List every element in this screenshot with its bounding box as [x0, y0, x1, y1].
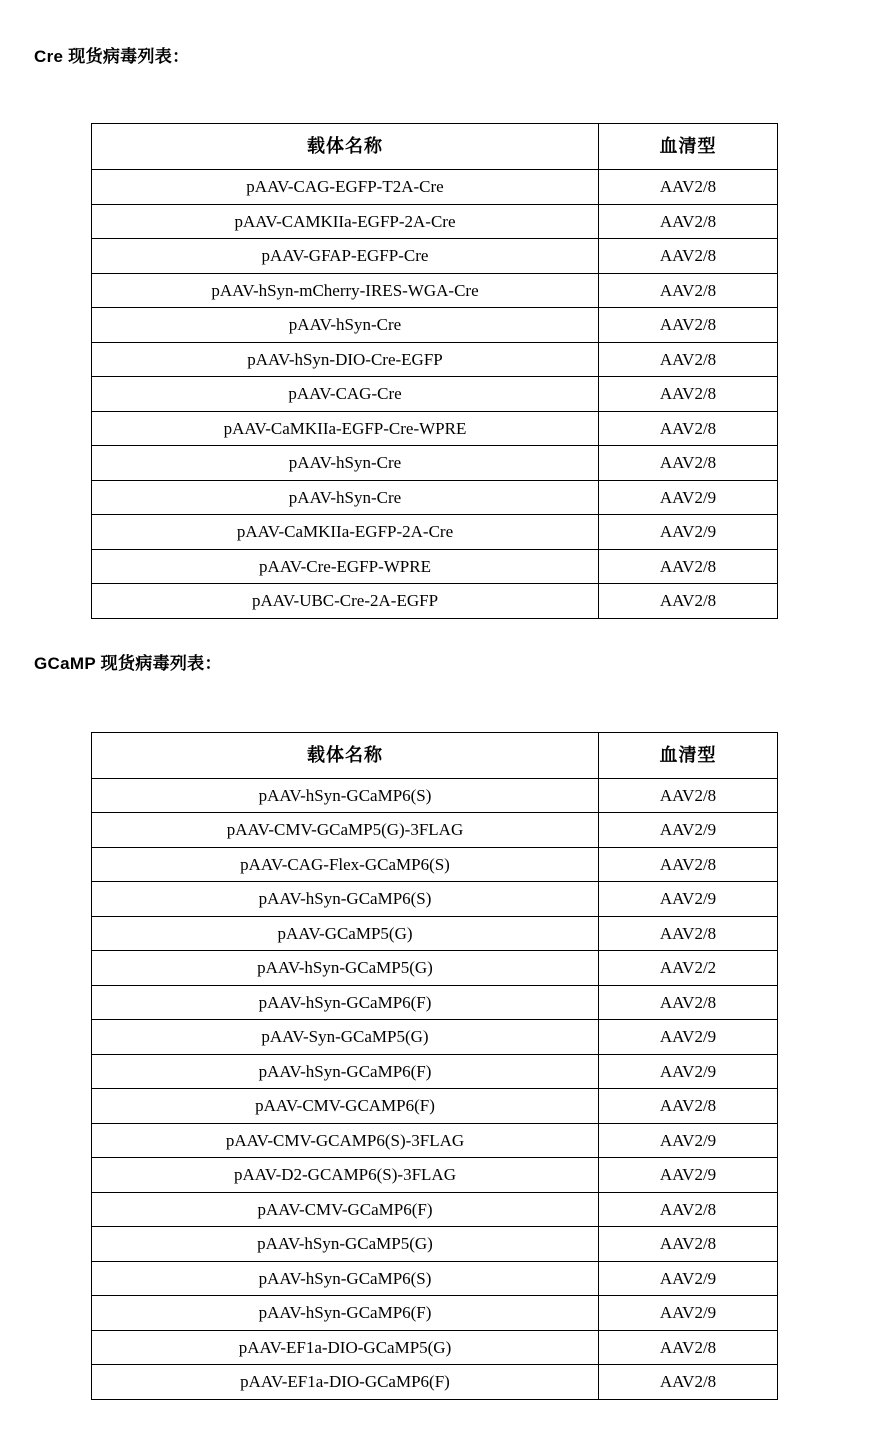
cell-serotype: AAV2/8 — [599, 847, 778, 882]
cell-vector-name: pAAV-GFAP-EGFP-Cre — [92, 239, 599, 274]
cell-vector-name: pAAV-hSyn-GCaMP6(F) — [92, 985, 599, 1020]
cell-serotype: AAV2/8 — [599, 1330, 778, 1365]
table-row — [92, 342, 778, 377]
cell-vector-name: pAAV-hSyn-GCaMP5(G) — [92, 1227, 599, 1262]
table-row — [92, 273, 778, 308]
cell-vector-name: pAAV-CaMKIIa-EGFP-2A-Cre — [92, 515, 599, 550]
cell-serotype: AAV2/9 — [599, 480, 778, 515]
cell-serotype: AAV2/8 — [599, 549, 778, 584]
cell-serotype: AAV2/8 — [599, 916, 778, 951]
cell-serotype: AAV2/8 — [599, 1365, 778, 1400]
cre-table-body — [92, 170, 778, 619]
cell-serotype: AAV2/8 — [599, 377, 778, 412]
table-row — [92, 882, 778, 917]
table-row — [92, 549, 778, 584]
gcamp-table-body — [92, 778, 778, 1399]
cell-vector-name: pAAV-hSyn-mCherry-IRES-WGA-Cre — [92, 273, 599, 308]
cell-vector-name: pAAV-hSyn-DIO-Cre-EGFP — [92, 342, 599, 377]
cell-vector-name: pAAV-CMV-GCAMP6(S)-3FLAG — [92, 1123, 599, 1158]
cell-serotype: AAV2/8 — [599, 170, 778, 205]
cell-vector-name: pAAV-GCaMP5(G) — [92, 916, 599, 951]
table-row — [92, 1158, 778, 1193]
table-row — [92, 1296, 778, 1331]
cell-serotype: AAV2/8 — [599, 778, 778, 813]
cell-vector-name: pAAV-CAG-Cre — [92, 377, 599, 412]
cell-vector-name: pAAV-hSyn-GCaMP6(S) — [92, 778, 599, 813]
column-header-serotype: 血清型 — [599, 732, 778, 778]
cell-vector-name: pAAV-CAG-EGFP-T2A-Cre — [92, 170, 599, 205]
table-row — [92, 480, 778, 515]
cell-serotype: AAV2/8 — [599, 273, 778, 308]
table-row — [92, 916, 778, 951]
cell-serotype: AAV2/9 — [599, 1054, 778, 1089]
gcamp-virus-table — [91, 732, 778, 1400]
cell-vector-name: pAAV-hSyn-Cre — [92, 308, 599, 343]
cell-serotype: AAV2/8 — [599, 1227, 778, 1262]
table-header-row — [92, 124, 778, 170]
cell-serotype: AAV2/2 — [599, 951, 778, 986]
cell-vector-name: pAAV-D2-GCAMP6(S)-3FLAG — [92, 1158, 599, 1193]
cell-vector-name: pAAV-hSyn-GCaMP6(S) — [92, 882, 599, 917]
cell-serotype: AAV2/9 — [599, 1296, 778, 1331]
cell-vector-name: pAAV-UBC-Cre-2A-EGFP — [92, 584, 599, 619]
cell-serotype: AAV2/8 — [599, 239, 778, 274]
gcamp-table-wrapper — [34, 674, 835, 1400]
cell-vector-name: pAAV-hSyn-GCaMP6(F) — [92, 1296, 599, 1331]
section-spacer — [34, 619, 835, 623]
table-row — [92, 1089, 778, 1124]
cell-serotype: AAV2/9 — [599, 813, 778, 848]
table-row — [92, 204, 778, 239]
table-row — [92, 1020, 778, 1055]
table-row — [92, 584, 778, 619]
table-row — [92, 778, 778, 813]
table-row — [92, 308, 778, 343]
cell-serotype: AAV2/8 — [599, 308, 778, 343]
cell-serotype: AAV2/9 — [599, 515, 778, 550]
column-header-vector-name: 载体名称 — [92, 124, 599, 170]
cell-serotype: AAV2/8 — [599, 1089, 778, 1124]
cell-vector-name: pAAV-EF1a-DIO-GCaMP6(F) — [92, 1365, 599, 1400]
cre-virus-table — [91, 123, 778, 619]
table-row — [92, 377, 778, 412]
cell-vector-name: pAAV-CAMKIIa-EGFP-2A-Cre — [92, 204, 599, 239]
column-header-serotype: 血清型 — [599, 124, 778, 170]
table-row — [92, 985, 778, 1020]
table-header-row — [92, 732, 778, 778]
table-row — [92, 1365, 778, 1400]
cell-serotype: AAV2/9 — [599, 882, 778, 917]
cell-serotype: AAV2/8 — [599, 446, 778, 481]
cell-vector-name: pAAV-hSyn-Cre — [92, 480, 599, 515]
cell-vector-name: pAAV-hSyn-GCaMP6(S) — [92, 1261, 599, 1296]
cell-vector-name: pAAV-CMV-GCAMP6(F) — [92, 1089, 599, 1124]
table-row — [92, 1330, 778, 1365]
table-row — [92, 515, 778, 550]
table-row — [92, 951, 778, 986]
cell-serotype: AAV2/8 — [599, 1192, 778, 1227]
table-row — [92, 1192, 778, 1227]
table-row — [92, 1227, 778, 1262]
cell-serotype: AAV2/8 — [599, 204, 778, 239]
cell-vector-name: pAAV-CaMKIIa-EGFP-Cre-WPRE — [92, 411, 599, 446]
cell-serotype: AAV2/8 — [599, 985, 778, 1020]
cell-serotype: AAV2/9 — [599, 1261, 778, 1296]
cell-serotype: AAV2/9 — [599, 1123, 778, 1158]
cell-vector-name: pAAV-CMV-GCaMP5(G)-3FLAG — [92, 813, 599, 848]
cell-vector-name: pAAV-hSyn-Cre — [92, 446, 599, 481]
cell-serotype: AAV2/8 — [599, 411, 778, 446]
cell-serotype: AAV2/9 — [599, 1158, 778, 1193]
table-row — [92, 446, 778, 481]
table-row — [92, 239, 778, 274]
cell-vector-name: pAAV-CMV-GCaMP6(F) — [92, 1192, 599, 1227]
table-row — [92, 170, 778, 205]
table-row — [92, 1261, 778, 1296]
table-row — [92, 1054, 778, 1089]
cell-serotype: AAV2/8 — [599, 342, 778, 377]
table-row — [92, 411, 778, 446]
cell-vector-name: pAAV-hSyn-GCaMP6(F) — [92, 1054, 599, 1089]
cell-serotype: AAV2/8 — [599, 584, 778, 619]
table-row — [92, 813, 778, 848]
cell-vector-name: pAAV-Cre-EGFP-WPRE — [92, 549, 599, 584]
cre-table-wrapper — [34, 67, 835, 619]
table-row — [92, 847, 778, 882]
cell-vector-name: pAAV-CAG-Flex-GCaMP6(S) — [92, 847, 599, 882]
cell-vector-name: pAAV-hSyn-GCaMP5(G) — [92, 951, 599, 986]
column-header-vector-name: 载体名称 — [92, 732, 599, 778]
table-row — [92, 1123, 778, 1158]
cell-vector-name: pAAV-Syn-GCaMP5(G) — [92, 1020, 599, 1055]
cell-serotype: AAV2/9 — [599, 1020, 778, 1055]
cell-vector-name: pAAV-EF1a-DIO-GCaMP5(G) — [92, 1330, 599, 1365]
section-heading-gcamp: GCaMP 现货病毒列表： — [34, 653, 222, 673]
section-heading-cre: Cre 现货病毒列表： — [34, 47, 190, 66]
